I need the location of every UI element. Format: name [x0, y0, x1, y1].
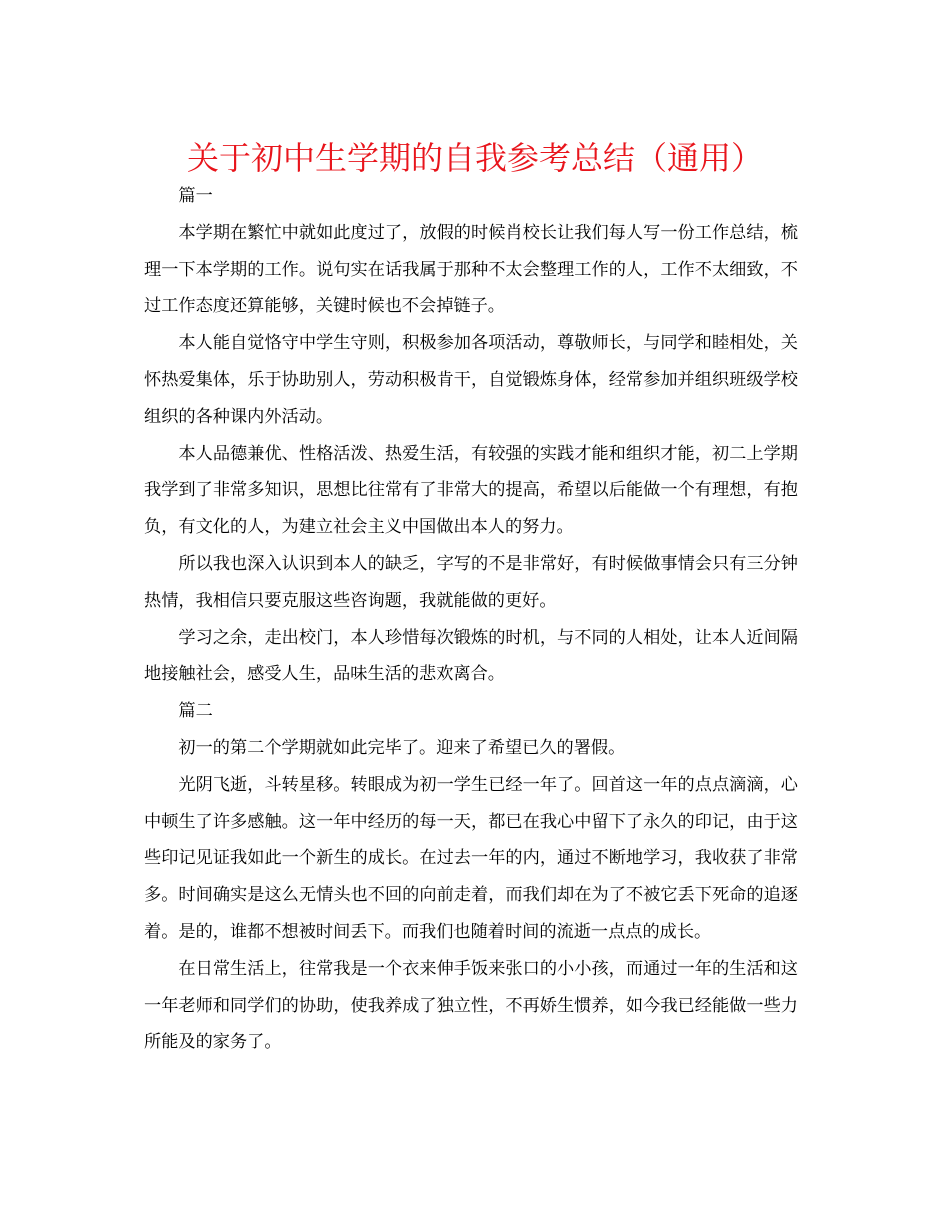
paragraph: 本学期在繁忙中就如此度过了，放假的时候肖校长让我们每人写一份工作总结，梳理一下本学期的工作。说句实在话我属于那种不太会整理工作的人，工作不太细致，不过工作态度还算能够，关键时候也不会掉链子。 [144, 222, 798, 317]
document-body [144, 178, 798, 1061]
paragraph: 本人品德兼优、性格活泼、热爱生活，有较强的实践才能和组织才能，初二上学期我学到了非常多知识，思想比往常有了非常大的提高，希望以后能做一个有理想，有抱负，有文化的人，为建立社会主义中国做出本人的努力。 [144, 443, 798, 538]
section-heading-2: 篇二 [178, 701, 213, 722]
paragraph: 本人能自觉恪守中学生守则，积极参加各项活动，尊敬师长，与同学和睦相处，关怀热爱集体，乐于协助别人，劳动积极肯干，自觉锻炼身体，经常参加并组织班级学校组织的各种课内外活动。 [144, 333, 798, 427]
paragraph: 所以我也深入认识到本人的缺乏，字写的不是非常好，有时候做事情会只有三分钟热情，我相信只要克服这些咨询题，我就能做的更好。 [144, 553, 798, 611]
document-title: 关于初中生学期的自我参考总结（通用） [186, 139, 763, 177]
paragraph: 在日常生活上，往常我是一个衣来伸手饭来张口的小小孩，而通过一年的生活和这一年老师和同学们的协助，使我养成了独立性，不再娇生惯养，如今我已经能做一些力所能及的家务了。 [144, 958, 798, 1053]
paragraph: 光阴飞逝，斗转星移。转眼成为初一学生已经一年了。回首这一年的点点滴滴，心中顿生了许多感触。这一年中经历的每一天，都已在我心中留下了永久的印记，由于这些印记见证我如此一个新生的成长。在过去一年的内，通过不断地学习，我收获了非常多。时间确实是这么无情头也不回的向前走着，而我们却在为了不被它丢下死命的追逐着。是的，谁都不想被时间丢下。而我们也随着时间的流逝一点点的成长。 [144, 774, 798, 942]
section-heading-1: 篇一 [178, 186, 213, 206]
paragraph: 学习之余，走出校门，本人珍惜每次锻炼的时机，与不同的人相处，让本人近间隔地接触社会，感受人生，品味生活的悲欢离合。 [144, 627, 798, 685]
paragraph: 初一的第二个学期就如此完毕了。迎来了希望已久的署假。 [178, 737, 626, 758]
